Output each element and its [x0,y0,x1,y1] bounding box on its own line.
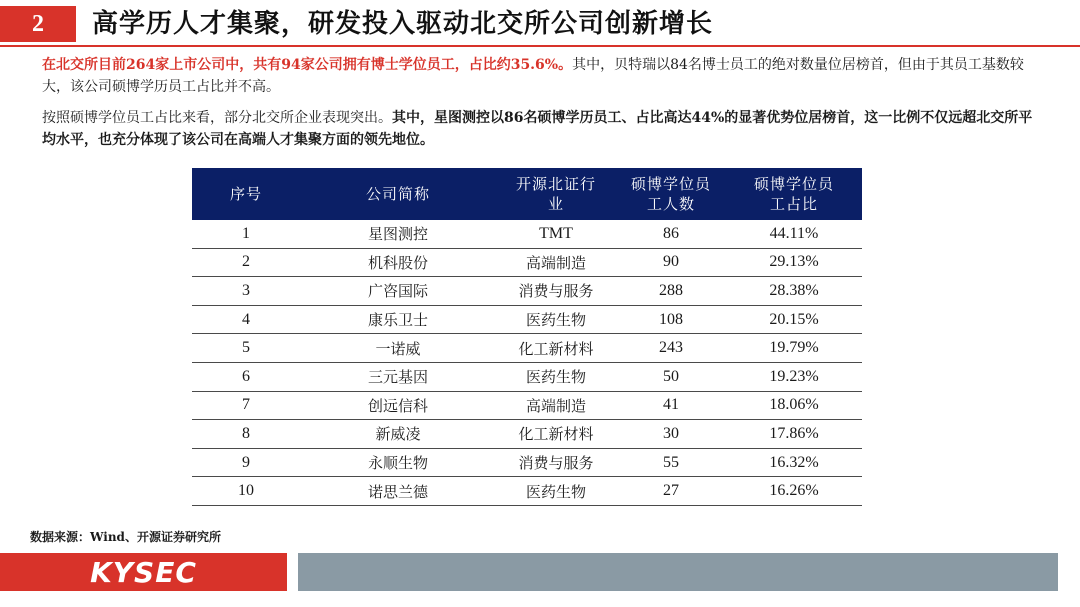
cell-company: 永顺生物 [300,448,496,477]
header-ratio-line1: 硕博学位员 [753,175,834,193]
ranking-table [192,168,862,506]
cell-ratio: 16.26% [726,477,862,506]
table-row [192,362,862,391]
cell-count: 243 [616,334,726,363]
cell-industry: 消费与服务 [496,277,616,306]
cell-industry: 高端制造 [496,391,616,420]
cell-ratio: 16.32% [726,448,862,477]
header-rank: 序号 [192,168,300,220]
cell-count: 108 [616,305,726,334]
cell-company: 机科股份 [300,248,496,277]
slide-title: 高学历人才集聚，研发投入驱动北交所公司创新增长 [92,9,714,39]
header-ratio [726,168,862,220]
cell-ratio: 18.06% [726,391,862,420]
table-header-row [192,168,862,220]
cell-count: 27 [616,477,726,506]
table-row [192,277,862,306]
kysec-logo [0,553,287,591]
table-row [192,220,862,248]
slide-footer [0,553,1080,591]
header-industry-line1: 开源北证行 [515,175,596,193]
cell-company: 广咨国际 [300,277,496,306]
paragraph-1-highlight: 在北交所目前264家上市公司中，共有94家公司拥有博士学位员工，占比约35.6%。 [42,57,573,73]
cell-ratio: 20.15% [726,305,862,334]
table-row [192,448,862,477]
table-row [192,391,862,420]
cell-company: 星图测控 [300,220,496,248]
header-industry [496,168,616,220]
cell-company: 创远信科 [300,391,496,420]
cell-industry: 医药生物 [496,362,616,391]
cell-rank: 1 [192,220,300,248]
paragraph-2-lead: 按照硕博学位员工占比来看，部分北交所企业表现突出。 [42,110,392,126]
logo-text: KYSEC [90,555,197,589]
header-industry-line2: 业 [547,195,564,213]
cell-industry: 化工新材料 [496,334,616,363]
paragraph-2 [42,107,1042,151]
cell-industry: 化工新材料 [496,420,616,449]
cell-company: 康乐卫士 [300,305,496,334]
cell-count: 288 [616,277,726,306]
header-company: 公司简称 [300,168,496,220]
table-row [192,477,862,506]
cell-count: 30 [616,420,726,449]
table-row [192,334,862,363]
cell-count: 50 [616,362,726,391]
header-rule [0,45,1080,47]
cell-ratio: 19.79% [726,334,862,363]
header-count [616,168,726,220]
cell-ratio: 19.23% [726,362,862,391]
cell-count: 86 [616,220,726,248]
cell-count: 90 [616,248,726,277]
cell-rank: 4 [192,305,300,334]
paragraph-2-bold: 其中，星图测控以86名硕博学历员工、占比高达44%的显著优势位居榜首 [392,110,851,126]
table-row [192,305,862,334]
cell-rank: 7 [192,391,300,420]
cell-count: 41 [616,391,726,420]
cell-industry: 消费与服务 [496,448,616,477]
cell-rank: 6 [192,362,300,391]
header-count-line2: 工人数 [646,195,695,213]
cell-industry: TMT [496,220,616,248]
cell-company: 诺思兰德 [300,477,496,506]
cell-ratio: 44.11% [726,220,862,248]
cell-rank: 5 [192,334,300,363]
cell-company: 一诺威 [300,334,496,363]
cell-company: 三元基因 [300,362,496,391]
cell-rank: 2 [192,248,300,277]
header-ratio-line2: 工占比 [769,195,818,213]
footer-bar [298,553,1058,591]
section-number: 2 [0,6,76,42]
table-row [192,248,862,277]
cell-ratio: 29.13% [726,248,862,277]
table-row [192,420,862,449]
paragraph-1-text: 其中，贝特瑞以84名博士员工的绝对数量位居榜首，但由于其员工基数较大，该公司硕博学历员工占比并不高。 [42,57,1024,95]
cell-rank: 3 [192,277,300,306]
slide-header [0,0,1080,50]
cell-rank: 8 [192,420,300,449]
cell-industry: 医药生物 [496,305,616,334]
cell-ratio: 17.86% [726,420,862,449]
paragraph-2-text: ，这一比例不仅远超北交所平均水平，也充分体现了该公司在高端人才集聚方面的领先地位。 [42,110,1033,148]
data-source-note: 数据来源：Wind、开源证券研究所 [30,530,221,544]
cell-rank: 9 [192,448,300,477]
cell-rank: 10 [192,477,300,506]
cell-count: 55 [616,448,726,477]
header-count-line1: 硕博学位员 [630,175,711,193]
cell-company: 新威凌 [300,420,496,449]
paragraph-1 [42,54,1042,98]
cell-ratio: 28.38% [726,277,862,306]
cell-industry: 高端制造 [496,248,616,277]
cell-industry: 医药生物 [496,477,616,506]
